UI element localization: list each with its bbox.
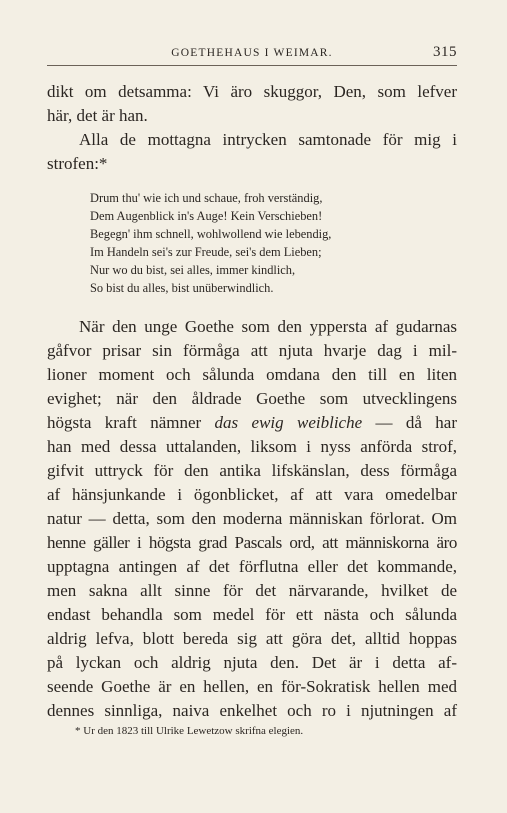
text-line: upptagna antingen af det förflutna eller det kommande, (47, 557, 457, 576)
text-segment: högsta kraft nämner (47, 413, 215, 432)
text-line: han med dessa uttalanden, liksom i nyss anförda strof, (47, 437, 457, 456)
text-line: evighet; när den åldrade Goethe som utvecklingens (47, 389, 457, 408)
text-line: aldrig lefva, blott bereda sig att göra det, alltid hoppas (47, 629, 457, 648)
text-line: dennes sinnliga, naiva enkelhet och ro i njutningen af (47, 701, 457, 720)
italic-phrase: das ewig weibliche (214, 413, 363, 432)
text-line: på lyckan och aldrig njuta den. Det är i detta af- (47, 653, 457, 672)
header-rule (47, 65, 457, 66)
text-line: natur — detta, som den moderna människan förlorat. Om (47, 509, 457, 528)
text-line: af hänsjunkande i ögonblicket, af att vara omedelbar (47, 485, 457, 504)
poem-line: Im Handeln sei's zur Freude, sei's dem Lieben; (90, 245, 322, 259)
footnote (75, 725, 303, 737)
text-line: gifvit uttryck för den antika lifskänslan, dess förmåga (47, 461, 457, 480)
text-segment: — då har (362, 413, 457, 432)
text-line: seende Goethe är en hellen, en för-Sokratisk hellen med (47, 677, 457, 696)
text-line: men sakna allt sinne för det närvarande, hvilket de (47, 581, 457, 600)
text-line: gåfvor prisar sin förmåga att njuta hvarje dag i mil- (47, 341, 457, 360)
text-line: lioner moment och sålunda omdana den till en liten (47, 365, 457, 384)
footnote-text: Ur den 1823 till Ulrike Lewetzow skrifna elegien. (83, 725, 304, 737)
text-line: strofen:* (47, 154, 108, 173)
running-head-title: GOETHEHAUS I WEIMAR. (171, 47, 333, 59)
text-line: henne gäller i högsta grad Pascals ord, att människorna äro (47, 533, 457, 552)
poem-line: Dem Augenblick in's Auge! Kein Verschieben! (90, 209, 323, 223)
text-line: här, det är han. (47, 106, 148, 125)
text-line: Alla de mottagna intrycken samtonade för mig i (79, 130, 457, 149)
text-line-with-italic (47, 413, 457, 433)
poem-line: Drum thu' wie ich und schaue, froh verständig, (90, 191, 323, 205)
poem-line: Begegn' ihm schnell, wohlwollend wie lebendig, (90, 227, 332, 241)
page-number: 315 (433, 44, 457, 60)
text-line: När den unge Goethe som den yppersta af gudarnas (79, 317, 457, 336)
text-line: endast behandla som medel för ett nästa och sålunda (47, 605, 457, 624)
running-head (47, 43, 457, 63)
footnote-marker: * (75, 725, 81, 737)
poem-line: So bist du alles, bist unüberwindlich. (90, 281, 274, 295)
poem-line: Nur wo du bist, sei alles, immer kindlich, (90, 263, 296, 277)
text-line: dikt om detsamma: Vi äro skuggor, Den, som lefver (47, 82, 457, 101)
